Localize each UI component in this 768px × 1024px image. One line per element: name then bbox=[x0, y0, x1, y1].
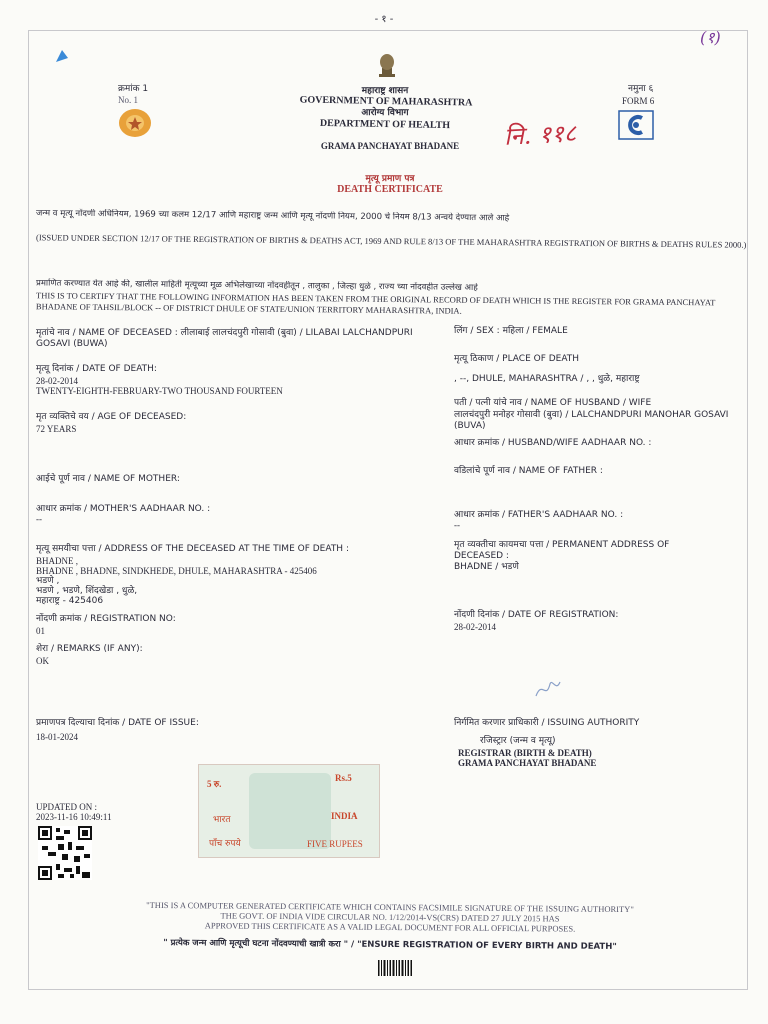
mother-label: आईचे पूर्ण नाव / NAME OF MOTHER: bbox=[36, 474, 180, 484]
stamp-country-mr: भारत bbox=[213, 815, 231, 825]
gov-en: GOVERNMENT OF MAHARASHTRA bbox=[299, 94, 473, 109]
updated-label: UPDATED ON : bbox=[36, 802, 98, 812]
husband-label: पती / पत्नी यांचे नाव / NAME OF HUSBAND / WIFE bbox=[454, 398, 652, 408]
dod-value: 28-02-2014 bbox=[36, 376, 78, 386]
address-line-2: BHADNE , BHADNE, SINDKHEDE, DHULE, MAHARASHTRA - 425406 bbox=[36, 566, 317, 576]
title-en: DEATH CERTIFICATE bbox=[337, 184, 443, 195]
issue-date-value: 18-01-2024 bbox=[36, 732, 78, 742]
corner-marker-icon bbox=[54, 48, 70, 64]
pod-label: मृत्यू ठिकाण / PLACE OF DEATH bbox=[454, 354, 580, 364]
dod-label: मृत्यू दिनांक / DATE OF DEATH: bbox=[36, 364, 157, 374]
address-line-3: भडणे , bbox=[36, 576, 60, 586]
revenue-stamp bbox=[198, 764, 380, 858]
certify-mr: प्रमाणित करण्यात येत आहे की, खालील माहिती मृत्यूच्या मूळ अभिलेखाच्या नोंदवहीतून , तालुका , जिल्हा धुळे , राज्य च्या नोंदवहीत उल्लेख आहे bbox=[35, 278, 478, 294]
deceased-name: मृतांचे नाव / NAME OF DECEASED : लीलाबाई लालचंदपुरी गोसावी (बुवा) / LILABAI LALCHANDPURI GOSAVI (BUWA) bbox=[36, 328, 413, 349]
pod-value: , --, DHULE, MAHARASHTRA / , , धुळे, महाराष्ट्र bbox=[454, 374, 640, 384]
address-label: मृत्यू समयीचा पत्ता / ADDRESS OF THE DECEASED AT THE TIME OF DEATH : bbox=[36, 544, 349, 554]
footer-slogan: " प्रत्येक जन्म आणि मृत्यूची घटना नोंदवण्याची खात्री करा " / "ENSURE REGISTRATION OF EVERY BIRTH AND DEATH" bbox=[163, 938, 617, 952]
national-emblem-icon bbox=[374, 50, 400, 80]
dod-words: TWENTY-EIGHTH-FEBRUARY-TWO THOUSAND FOURTEEN bbox=[36, 386, 283, 396]
footer-notice-2: THE GOVT. OF INDIA VIDE CIRCULAR NO. 1/12/2014-VS(CRS) DATED 27 JULY 2015 HAS bbox=[220, 910, 560, 924]
address-line-4: भडणे , भडणे, शिंदखेडा , धुळे, bbox=[36, 586, 138, 596]
barcode-icon bbox=[378, 960, 412, 976]
authority-label: निर्गमित करणार प्राधिकारी / ISSUING AUTHORITY bbox=[454, 718, 640, 728]
stamp-value-right: Rs.5 bbox=[335, 773, 352, 783]
stamp-words-mr: पाँच रुपये bbox=[209, 839, 241, 849]
dept-mr: आरोग्य विभाग bbox=[361, 108, 409, 118]
logo-icon bbox=[618, 110, 654, 140]
form-label: नमुना ६ bbox=[628, 84, 654, 94]
stamp-value-left: 5 रु. bbox=[207, 779, 222, 789]
authority-en-1: REGISTRAR (BIRTH & DEATH) bbox=[458, 748, 592, 758]
reg-date-value: 28-02-2014 bbox=[454, 622, 496, 632]
authority-mr: रजिस्ट्रार (जन्म व मृत्यू) bbox=[480, 736, 556, 746]
reg-no-label: नोंदणी क्रमांक / REGISTRATION NO: bbox=[36, 614, 176, 624]
age-value: 72 YEARS bbox=[36, 424, 77, 434]
form-value: FORM 6 bbox=[622, 96, 655, 106]
f-aadhaar-label: आधार क्रमांक / FATHER'S AADHAAR NO. : bbox=[454, 510, 624, 520]
qr-code-icon bbox=[38, 826, 92, 880]
husband-value: लालचंदपुरी मनोहर गोसावी (बुवा) / LALCHANDPURI MANOHAR GOSAVI (BUVA) bbox=[454, 410, 729, 431]
address-line-1: BHADNE , bbox=[36, 556, 78, 566]
serial-label: क्रमांक 1 bbox=[118, 84, 149, 94]
top-right-mark: (१) bbox=[700, 28, 721, 47]
issued-en: (ISSUED UNDER SECTION 12/17 OF THE REGISTRATION OF BIRTHS & DEATHS ACT, 1969 AND RULE 8/13 OF THE MAHARASHTRA REGISTRATION OF BIRTHS & DEATHS RULES 2000.) bbox=[35, 232, 747, 250]
office-name: GRAMA PANCHAYAT BHADANE bbox=[320, 141, 460, 151]
stamp-emblem bbox=[249, 773, 331, 849]
remarks-label: शेरा / REMARKS (IF ANY): bbox=[36, 644, 143, 654]
remarks-value: OK bbox=[36, 656, 49, 666]
age-label: मृत व्यक्तिचे वय / AGE OF DECEASED: bbox=[36, 412, 187, 422]
m-aadhaar-label: आधार क्रमांक / MOTHER'S AADHAAR NO. : bbox=[36, 504, 211, 514]
footer-notice-1: "THIS IS A COMPUTER GENERATED CERTIFICATE WHICH CONTAINS FACSIMILE SIGNATURE OF THE ISSUING AUTHORITY" bbox=[146, 899, 634, 915]
reg-date-label: नोंदणी दिनांक / DATE OF REGISTRATION: bbox=[454, 610, 619, 620]
issued-mr: जन्म व मृत्यू नोंदणी अधिनियम, 1969 च्या कलम 12/17 आणि महाराष्ट्र जन्म आणि मृत्यू नोंदणी नियम, 2000 चे नियम 8/13 अन्वये देण्यात आले आहे bbox=[35, 208, 510, 224]
serial-value: No. 1 bbox=[118, 95, 138, 105]
page-number: - १ - bbox=[374, 14, 394, 25]
title-mr: मृत्यू प्रमाण पत्र bbox=[365, 174, 415, 184]
m-aadhaar-value: -- bbox=[36, 514, 42, 524]
footer-notice-3: APPROVED THIS CERTIFICATE AS A VALID LEGAL DOCUMENT FOR ALL OFFICIAL PURPOSES. bbox=[204, 920, 576, 934]
perm-address-label: मृत व्यक्तीचा कायमचा पत्ता / PERMANENT ADDRESS OF DECEASED : bbox=[454, 540, 670, 561]
hw-aadhaar-label: आधार क्रमांक / HUSBAND/WIFE AADHAAR NO. : bbox=[454, 438, 652, 448]
perm-address-value: BHADNE / भडणे bbox=[454, 562, 519, 572]
signature-icon bbox=[532, 674, 564, 702]
updated-value: 2023-11-16 10:49:11 bbox=[36, 812, 112, 822]
father-label: वडिलांचे पूर्ण नाव / NAME OF FATHER : bbox=[454, 466, 603, 476]
certify-en: THIS IS TO CERTIFY THAT THE FOLLOWING INFORMATION HAS BEEN TAKEN FROM THE ORIGINAL RECORD OF DEATH WHICH IS THE REGISTER FOR GRAMA PANCHAYAT BHADANE OF TAHSIL/BLOCK -- OF DISTRICT DHULE OF STATE/UNION TERRITORY MAHARASHTRA, INDIA. bbox=[35, 290, 716, 316]
reg-no-value: 01 bbox=[36, 626, 45, 636]
stamp-country-en: INDIA bbox=[331, 811, 358, 821]
f-aadhaar-value: -- bbox=[454, 520, 460, 530]
handwritten-note: नि. ११८ bbox=[503, 119, 577, 151]
stamp-words-en: FIVE RUPEES bbox=[307, 839, 363, 849]
sex-field: लिंग / SEX : महिला / FEMALE bbox=[454, 326, 568, 336]
seal-icon bbox=[118, 108, 152, 138]
issue-date-label: प्रमाणपत्र दिल्याचा दिनांक / DATE OF ISSUE: bbox=[36, 718, 199, 728]
dept-en: DEPARTMENT OF HEALTH bbox=[319, 117, 451, 132]
gov-mr: महाराष्ट्र शासन bbox=[361, 86, 409, 96]
authority-en-2: GRAMA PANCHAYAT BHADANE bbox=[458, 758, 597, 768]
address-line-5: महाराष्ट्र - 425406 bbox=[36, 596, 104, 606]
